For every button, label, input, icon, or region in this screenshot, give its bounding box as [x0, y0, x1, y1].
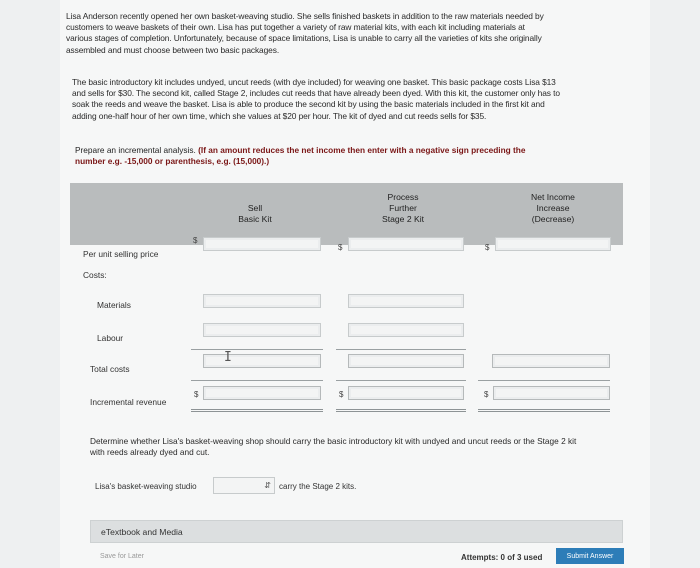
- etextbook-label: eTextbook and Media: [101, 527, 183, 537]
- intro-line: various stages of completion. Unfortunately, because of space limitations, Lisa is unable to carry all the varieties of kits she originally: [66, 33, 542, 44]
- process-labour-input[interactable]: [348, 323, 464, 337]
- double-underline: [336, 409, 466, 412]
- process-total-costs-input[interactable]: [348, 354, 464, 368]
- decision-question: Determine whether Lisa's basket-weaving shop should carry the basic introductory kit with undyed and uncut reeds or the Stage 2 kit with reeds already dyed and cut.: [90, 436, 577, 457]
- etextbook-media-panel[interactable]: [90, 520, 623, 543]
- row-label-incremental-revenue: Incremental revenue: [90, 397, 167, 407]
- instruction-emphasis: (If an amount reduces the net income then enter with a negative sign preceding the: [198, 145, 526, 155]
- net-incremental-revenue-input[interactable]: [493, 386, 610, 400]
- double-underline: [191, 409, 323, 412]
- total-rule: [191, 380, 323, 381]
- process-selling-price-input[interactable]: [348, 237, 464, 251]
- dollar-sign: $: [339, 390, 344, 399]
- net-total-costs-input[interactable]: [492, 354, 610, 368]
- dollar-sign: $: [484, 390, 489, 399]
- detail-paragraph: [72, 77, 560, 122]
- sell-labour-input[interactable]: [203, 323, 321, 337]
- sell-incremental-revenue-input[interactable]: [203, 386, 321, 400]
- row-label-costs: Costs:: [83, 270, 107, 280]
- row-label-labour: Labour: [97, 333, 124, 343]
- total-rule: [478, 380, 610, 381]
- detail-line: The basic introductory kit includes undyed, uncut reeds (with dye included) for weaving one basket. This basic package costs Lisa $13: [72, 77, 556, 87]
- decision-select[interactable]: [213, 477, 275, 494]
- net-selling-price-input[interactable]: [495, 237, 611, 251]
- instruction-lead: Prepare an incremental analysis.: [75, 145, 196, 155]
- decision-suffix: carry the Stage 2 kits.: [279, 482, 357, 491]
- row-label-materials: Materials: [97, 300, 131, 310]
- attempts-counter: Attempts: 0 of 3 used: [461, 553, 543, 562]
- sell-selling-price-input[interactable]: [203, 237, 321, 251]
- text-cursor-icon: I: [224, 350, 232, 365]
- submit-answer-button[interactable]: Submit Answer: [556, 548, 624, 564]
- row-label-total-costs: Total costs: [90, 364, 130, 374]
- dollar-sign: $: [485, 243, 490, 252]
- total-rule: [336, 380, 466, 381]
- column-header-net: Net Income Increase (Decrease): [531, 192, 575, 224]
- decision-label: Lisa's basket-weaving studio: [95, 482, 197, 491]
- detail-line: and sells for $30. The second kit, called Stage 2, includes cut reeds that have already been dyed. With this kit, the customer only has to: [72, 88, 560, 99]
- dropdown-arrows-icon: ⇵: [264, 481, 271, 490]
- intro-line: customers to weave baskets of their own. Lisa has put together a variety of raw material kits, with each kit including materials at: [66, 22, 525, 33]
- double-underline: [478, 409, 610, 412]
- intro-paragraph: [66, 11, 544, 56]
- instruction-line-1: [75, 145, 525, 155]
- sell-total-costs-input[interactable]: [203, 354, 321, 368]
- intro-line: assembled and must choose between two basic packages.: [66, 44, 280, 55]
- dollar-sign: $: [338, 243, 343, 252]
- sell-materials-input[interactable]: [203, 294, 321, 308]
- column-header-sell: Sell Basic Kit: [238, 203, 272, 224]
- detail-line: soak the reeds and weave the basket. Lisa is able to produce the second kit by using the basic materials included in the first kit and: [72, 99, 545, 110]
- process-incremental-revenue-input[interactable]: [348, 386, 464, 400]
- row-label-selling-price: Per unit selling price: [83, 249, 159, 259]
- detail-line: adding one-half hour of her own time, which she values at $20 per hour. The kit of dyed and cut reeds sells for $35.: [72, 110, 487, 121]
- dollar-sign: $: [193, 236, 198, 245]
- instruction-line-2: number e.g. -15,000 or parenthesis, e.g. (15,000).): [75, 156, 270, 166]
- intro-line: Lisa Anderson recently opened her own basket-weaving studio. She sells finished baskets in addition to the raw materials needed by: [66, 11, 544, 21]
- dollar-sign: $: [194, 390, 199, 399]
- save-for-later-link[interactable]: Save for Later: [100, 553, 144, 560]
- process-materials-input[interactable]: [348, 294, 464, 308]
- subtotal-rule: [336, 349, 466, 350]
- subtotal-rule: [191, 349, 323, 350]
- column-header-process: Process Further Stage 2 Kit: [381, 192, 425, 224]
